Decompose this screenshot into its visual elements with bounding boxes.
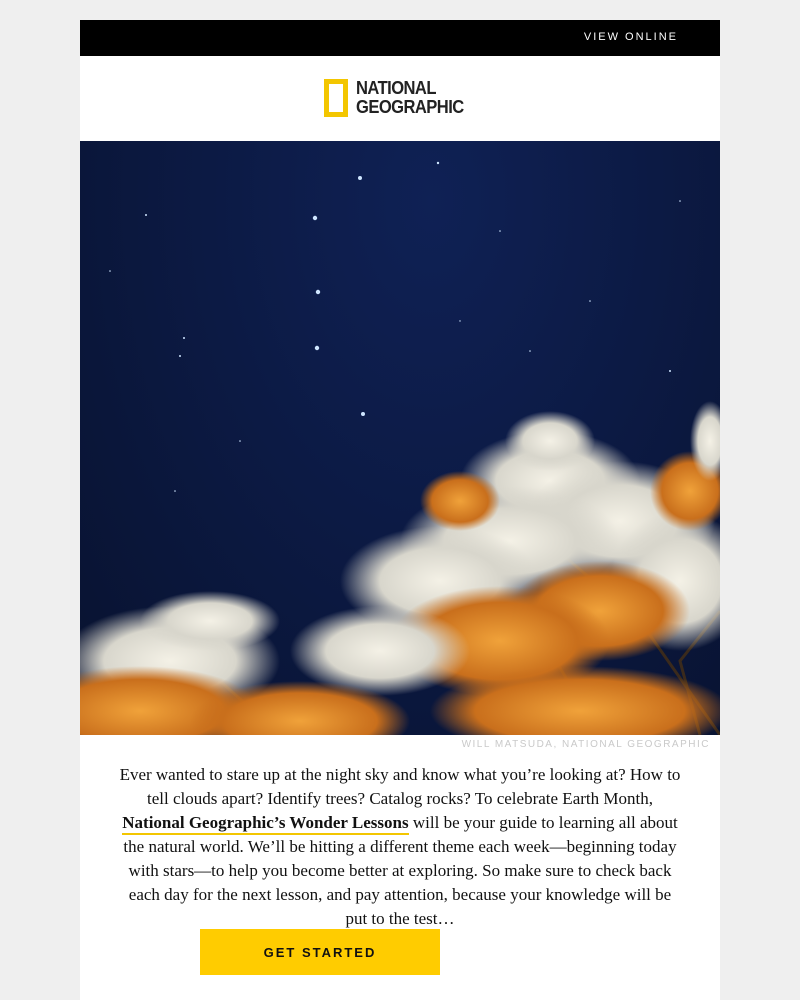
body-intro: Ever wanted to stare up at the night sky and know what you’re looking at? How to tell clouds apart? Identify trees? Catalog rocks? To celebrate Earth Month, <box>119 765 681 808</box>
logo-wordmark <box>356 79 464 117</box>
logo-line-1: NATIONAL <box>356 78 436 98</box>
natgeo-logo[interactable] <box>324 76 473 120</box>
night-sky-blossoms-illustration <box>80 141 720 735</box>
photo-credit: WILL MATSUDA, NATIONAL GEOGRAPHIC <box>461 739 710 750</box>
yellow-rectangle-icon <box>324 79 348 117</box>
view-online-link[interactable]: VIEW ONLINE <box>583 31 678 43</box>
top-bar <box>80 20 720 56</box>
blossoms <box>80 401 720 735</box>
body-text <box>80 763 720 931</box>
get-started-button[interactable]: GET STARTED <box>200 929 440 975</box>
body-outro: will be your guide to learning all about the natural world. We’ll be hitting a different theme each week—beginning today with stars—to help you become better at exploring. So make sure to check back each day for the next lesson, and pay attention, because your knowledge will be put to the test… <box>123 813 678 928</box>
logo-line-2: GEOGRAPHIC <box>356 97 464 117</box>
brand-header <box>80 56 720 141</box>
wonder-lessons-link[interactable]: National Geographic’s Wonder Lessons <box>122 813 408 835</box>
hero-image[interactable] <box>80 141 720 735</box>
email-container <box>80 20 720 1000</box>
